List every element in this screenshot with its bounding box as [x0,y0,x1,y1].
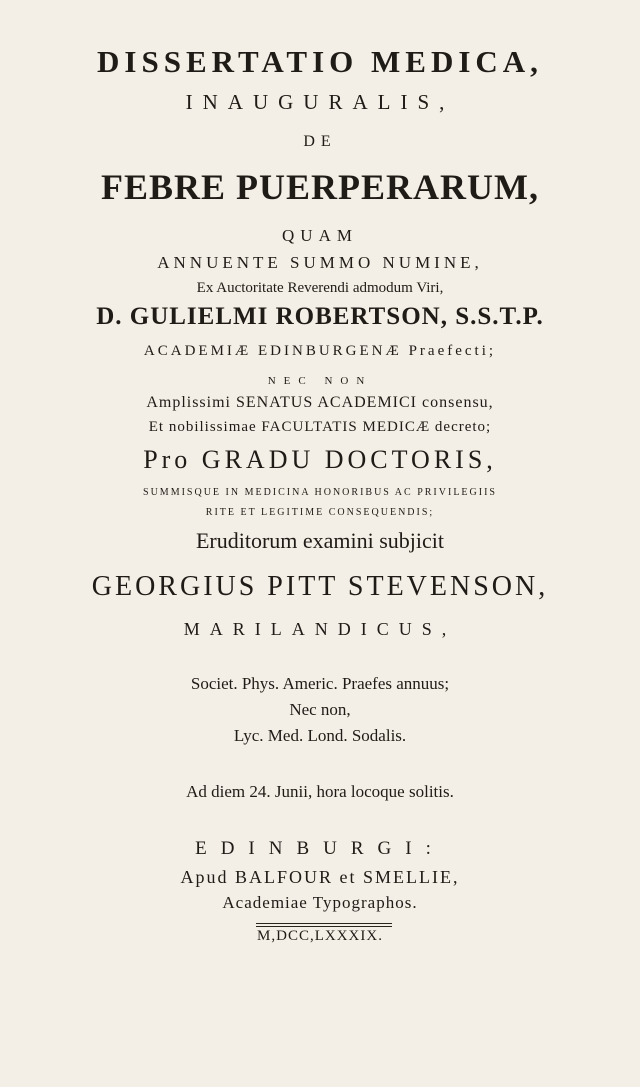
imprint-divider [256,923,392,924]
academiae-line: ACADEMIÆ EDINBURGENÆ Praefecti; [143,343,497,359]
lyceum-line: Lyc. Med. Lond. Sodalis. [233,726,407,745]
title-line-1: DISSERTATIO MEDICA, [97,44,543,79]
eruditorum-line: Eruditorum examini subjicit [195,528,445,553]
title-line-2: INAUGURALIS, [185,90,455,114]
title-line-3: DE [303,133,337,150]
author-origin: MARILANDICUS, [183,619,457,639]
ex-auctoritate-line: Ex Auctoritate Reverendi admodum Viri, [196,280,444,296]
author-name: GEORGIUS PITT STEVENSON, [91,571,549,602]
author-nec-non: Nec non, [289,700,351,719]
imprint-printers: Apud BALFOUR et SMELLIE, [180,867,460,887]
imprint-divider-2 [256,926,392,927]
date-line: Ad diem 24. Junii, hora locoque solitis. [186,782,454,801]
imprint-typographos: Academiae Typographos. [222,893,418,912]
quam-line: QUAM [282,226,358,245]
nec-non-line: NEC NON [267,375,373,387]
annuente-line: ANNUENTE SUMMO NUMINE, [157,253,483,272]
robertson-line: D. GULIELMI ROBERTSON, S.S.T.P. [96,303,544,330]
senatus-line: Amplissimi SENATUS ACADEMICI consensu, [146,394,494,411]
facultatis-line: Et nobilissimae FACULTATIS MEDICÆ decreto; [148,419,492,435]
summisque-line: SUMMISQUE IN MEDICINA HONORIBUS AC PRIVILEGIIS [143,487,497,498]
imprint-year: M,DCC,LXXXIX. [257,928,383,944]
thesis-title: FEBRE PUERPERARUM, [101,167,539,207]
imprint-city: EDINBURGI: [195,838,445,859]
rite-line: RITE ET LEGITIME CONSEQUENDIS; [205,507,435,518]
pro-gradu-line: Pro GRADU DOCTORIS, [143,445,497,474]
society-line: Societ. Phys. Americ. Praefes annuus; [190,674,450,693]
